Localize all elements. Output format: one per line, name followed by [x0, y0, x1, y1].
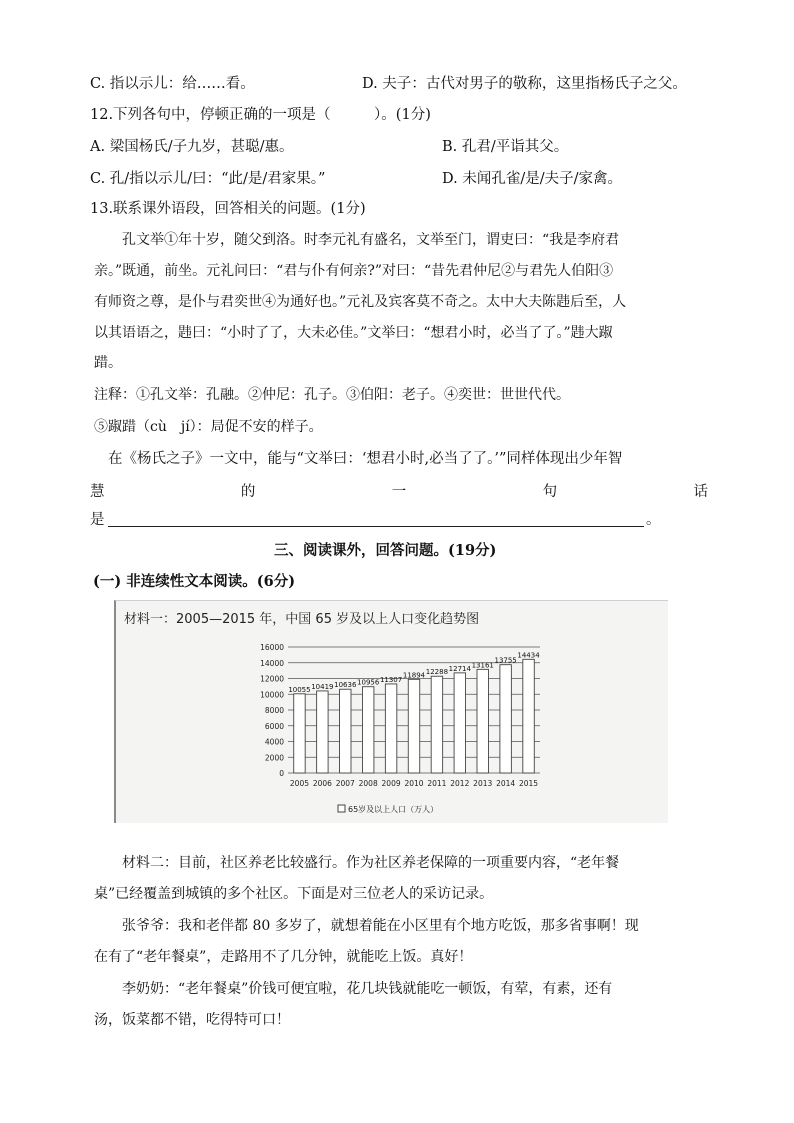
bar-value-label: 11307 [379, 675, 403, 684]
x-tick-label: 2010 [404, 779, 424, 788]
passage-line: 亲。”既通，前坐。元礼问曰：“君与仆有何亲?”对曰：“昔先君仲尼②与君先人伯阳③ [94, 263, 614, 279]
y-tick-label: 6000 [264, 721, 284, 731]
spread-char: 话 [693, 484, 708, 500]
section3-part1: (一) 非连续性文本阅读。(6分) [93, 573, 296, 590]
y-tick-label: 0 [279, 769, 284, 778]
bar [385, 684, 396, 773]
x-tick-label: 2011 [427, 779, 447, 788]
y-tick-label: 2000 [264, 753, 284, 763]
q12-option-b: B. 孔君/平诣其父。 [442, 139, 569, 155]
material2-line: 在有了“老年餐桌”，走路用不了几分钟，就能吃上饭。真好！ [94, 949, 473, 965]
spread-char: 的 [240, 484, 256, 500]
passage-note: 注释：①孔文举：孔融。②仲尼：孔子。③伯阳：老子。④奕世：世世代代。 [94, 387, 570, 403]
spread-char: 慧 [90, 484, 105, 500]
bar-value-label: 10419 [311, 682, 334, 691]
bar [408, 679, 419, 773]
spread-char: 一 [391, 484, 407, 500]
y-tick-label: 4000 [264, 737, 284, 747]
x-tick-label: 2015 [518, 779, 539, 788]
q12-stem: 12.下列各句中，停顿正确的一项是（ ）。(1分) [90, 107, 431, 123]
bar [500, 665, 511, 773]
bar [477, 669, 488, 773]
material2-line: 张爷爷：我和老伴都 80 多岁了，就想着能在小区里有个地方吃饭，那多省事啊！现 [122, 918, 639, 934]
bar [340, 689, 351, 773]
chart-panel [114, 600, 668, 823]
passage-line: 有师资之尊，是仆与君奕世④为通好也。”元礼及宾客莫不奇之。太中大夫陈韪后至，人 [94, 294, 627, 310]
answer-prefix: 是 [90, 512, 105, 528]
y-tick-label: 10000 [260, 690, 284, 700]
x-tick-label: 2012 [450, 779, 470, 788]
bar-value-label: 13161 [471, 661, 494, 670]
q13-question: 在《杨氏之子》一文中，能与“文举曰：‘想君小时,必当了了。’”同样体现出少年智 [108, 451, 623, 467]
bar-value-label: 10636 [334, 681, 357, 690]
y-tick-label: 14000 [260, 658, 284, 668]
x-tick-label: 2013 [473, 779, 493, 788]
passage-line: 踖。 [94, 355, 122, 371]
passage-line: 以其语语之，韪曰：“小时了了，大未必佳。”文举曰：“想君小时，必当了了。”韪大踧 [94, 325, 613, 341]
material2-line: 桌”已经覆盖到城镇的多个社区。下面是对三位老人的采访记录。 [94, 886, 494, 902]
material2-line: 汤，饭菜都不错，吃得特可口！ [94, 1012, 290, 1028]
spread-char: 句 [542, 484, 558, 500]
q12-option-d: D. 未闻孔雀/是/夫子/家禽。 [442, 171, 622, 187]
q11-option-c: C. 指以示儿：给……看。 [90, 76, 255, 92]
q11-option-d: D. 夫子：古代对男子的敬称，这里指杨氏子之父。 [362, 76, 687, 92]
bar-value-label: 13755 [494, 656, 517, 665]
legend-label: 65岁及以上人口（万人） [348, 805, 439, 814]
answer-suffix: 。 [646, 512, 661, 528]
y-tick-label: 8000 [264, 706, 284, 715]
bar-value-label: 12288 [425, 668, 449, 677]
chart-title: 材料一：2005—2015 年，中国 65 岁及以上人口变化趋势图 [124, 612, 480, 627]
bar [317, 691, 328, 773]
material2-line: 李奶奶：“老年餐桌”价钱可便宜啦，花几块钱就能吃一顿饭，有荤，有素，还有 [122, 981, 613, 997]
y-tick-label: 12000 [260, 674, 284, 684]
q13-spread-line [90, 480, 708, 501]
y-tick-label: 16000 [260, 643, 284, 652]
bar-value-label: 14434 [517, 651, 540, 660]
bar-value-label: 10956 [357, 678, 380, 687]
x-tick-label: 2006 [312, 779, 332, 788]
material2-line: 材料二：目前，社区养老比较盛行。作为社区养老保障的一项重要内容，“老年餐 [122, 855, 620, 871]
x-tick-label: 2008 [358, 779, 378, 788]
q12-option-a: A. 梁国杨氏/子九岁，甚聪/惠。 [90, 139, 294, 155]
bar [431, 676, 442, 773]
bar-value-label: 12714 [448, 664, 471, 673]
passage-line: 孔文举①年十岁，随父到洛。时李元礼有盛名，文举至门，谓吏曰：“我是李府君 [122, 232, 620, 248]
section3-title: 三、阅读课外，回答问题。(19分) [274, 542, 497, 559]
bar [294, 694, 305, 773]
x-tick-label: 2009 [381, 779, 401, 788]
legend-swatch [338, 805, 345, 812]
q12-option-c: C. 孔/指以示儿/曰：“此/是/君家果。” [90, 171, 326, 187]
bar-value-label: 11894 [402, 671, 426, 680]
bar [362, 687, 373, 773]
x-tick-label: 2007 [335, 779, 355, 788]
bar [523, 659, 534, 773]
x-tick-label: 2014 [496, 779, 516, 788]
passage-note: ⑤踧踖（cù jí）：局促不安的样子。 [94, 419, 323, 435]
bar [454, 673, 465, 773]
answer-blank[interactable] [108, 526, 644, 527]
population-chart [116, 601, 668, 823]
q13-stem: 13.联系课外语段，回答相关的问题。(1分) [90, 201, 366, 217]
x-tick-label: 2005 [289, 779, 310, 788]
bar-value-label: 10055 [288, 685, 311, 694]
